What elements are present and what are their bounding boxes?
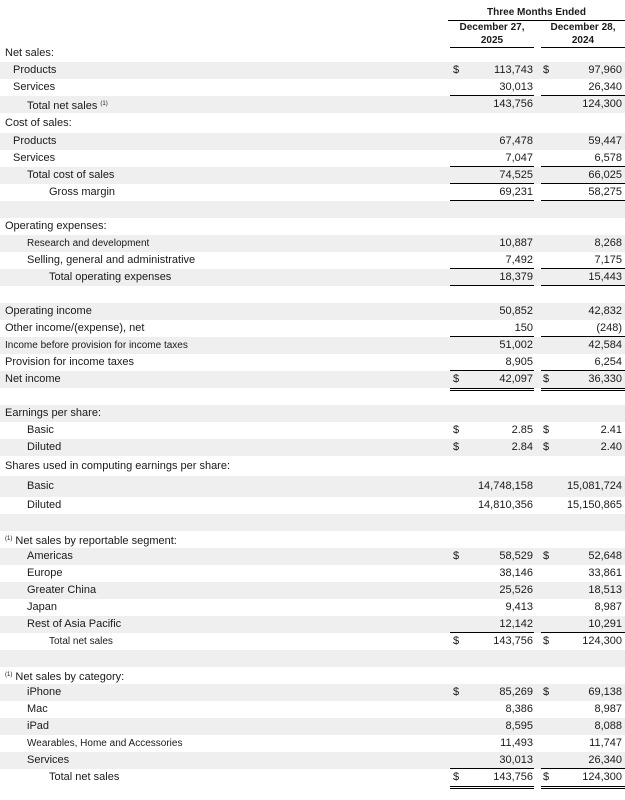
row-label-text: Rest of Asia Pacific [27, 618, 122, 630]
value-2025: 143,756 [493, 98, 533, 110]
row-label-text: Japan [27, 601, 57, 613]
value-2024: 15,081,724 [566, 480, 622, 492]
value-2025: 113,743 [494, 64, 533, 76]
value-2024: 11,747 [589, 737, 622, 749]
row-label-text: Diluted [27, 499, 62, 511]
table-row [0, 320, 625, 337]
row-label-text: Earnings per share: [5, 407, 101, 419]
row-label-text: Net sales by category: [15, 671, 125, 683]
table-row [0, 167, 625, 184]
row-label [27, 735, 182, 752]
table-row [0, 701, 625, 718]
value-2024: 42,832 [588, 305, 622, 317]
row-label [27, 252, 195, 269]
row-label [13, 62, 56, 79]
income-statement-table [0, 45, 625, 786]
row-label-text: Income before provision for income taxes [5, 340, 188, 351]
row-label-text: Europe [27, 567, 63, 579]
row-label-text: Net income [5, 373, 61, 385]
spacer-row [0, 650, 625, 667]
row-label-text: Basic [27, 480, 54, 492]
value-2025: 143,756 [493, 635, 533, 647]
spacer-row [0, 286, 625, 303]
row-label [49, 184, 115, 201]
row-label-text: Total net sales [49, 771, 120, 783]
table-row [0, 235, 625, 252]
dollar-sign: $ [543, 771, 550, 783]
value-2024: 42,584 [588, 339, 622, 351]
row-label-text: Total operating expenses [49, 271, 172, 283]
row-label [5, 337, 188, 354]
table-row [0, 565, 625, 582]
value-2025: 14,810,356 [477, 499, 533, 511]
value-2025: 30,013 [499, 81, 533, 93]
value-2025: 9,413 [505, 601, 533, 613]
value-2025: 14,748,158 [477, 480, 533, 492]
table-row [0, 599, 625, 616]
row-label-text: Other income/(expense), net [5, 322, 145, 334]
row-label-text: Services [13, 152, 56, 164]
table-row [0, 718, 625, 735]
dollar-sign: $ [543, 424, 550, 436]
value-2024: 59,447 [588, 135, 622, 147]
row-label [27, 167, 114, 184]
row-label [27, 599, 57, 616]
row-label-text: Total net sales [27, 100, 98, 112]
dollar-sign: $ [543, 441, 550, 453]
row-label-text: Cost of sales: [5, 117, 72, 129]
value-2024: 15,150,865 [566, 499, 622, 511]
value-2024: 18,513 [588, 584, 622, 596]
table-row [0, 96, 625, 113]
row-label-text: Wearables, Home and Accessories [27, 738, 183, 749]
table-row [0, 337, 625, 354]
row-label [5, 45, 54, 62]
column-header-2024 [541, 21, 625, 48]
table-row [0, 303, 625, 320]
row-label [13, 150, 55, 167]
row-label [27, 565, 62, 582]
table-row [0, 667, 625, 684]
row-label-text: Americas [27, 550, 73, 562]
table-row [0, 497, 625, 514]
value-2025: 18,379 [499, 271, 533, 283]
row-label [27, 548, 73, 565]
value-2024: 2.40 [600, 441, 622, 453]
value-2025: 7,047 [505, 152, 533, 164]
table-row [0, 422, 625, 439]
value-2025: 8,595 [505, 720, 533, 732]
dollar-sign: $ [453, 771, 460, 783]
dollar-sign: $ [543, 64, 550, 76]
dollar-sign: $ [543, 635, 550, 647]
row-label [27, 422, 54, 439]
table-row [0, 633, 625, 650]
table-row [0, 269, 625, 286]
value-2024: 7,175 [594, 254, 622, 266]
value-2024: 124,300 [582, 771, 622, 783]
value-2025: 11,493 [500, 737, 533, 749]
value-2025: 150 [514, 322, 533, 334]
row-label [5, 354, 134, 371]
value-2025: 67,478 [499, 135, 533, 147]
value-2025: 2.85 [511, 424, 533, 436]
row-label [5, 456, 230, 476]
table-row [0, 184, 625, 201]
row-label-text: Products [13, 64, 57, 76]
value-2024: 124,300 [582, 635, 622, 647]
value-2025: 50,852 [499, 305, 533, 317]
row-label [13, 133, 56, 150]
table-row [0, 439, 625, 456]
row-label-text: Selling, general and administrative [27, 254, 196, 266]
value-2024: 6,254 [594, 356, 622, 368]
column-header-line2: 2025 [480, 35, 504, 46]
value-2024: 36,330 [588, 373, 622, 385]
value-2024: 8,987 [594, 703, 622, 715]
row-label [5, 113, 72, 133]
column-header-line2: 2024 [571, 35, 595, 46]
value-2024: 26,340 [588, 754, 622, 766]
value-2024: 124,300 [582, 98, 622, 110]
row-label-text: Diluted [27, 441, 62, 453]
value-2024: (248) [596, 322, 622, 334]
value-2024: 52,648 [588, 550, 622, 562]
double-underline [450, 786, 534, 789]
table-row [0, 735, 625, 752]
dollar-sign: $ [453, 424, 460, 436]
table-row [0, 252, 625, 269]
table-row [0, 684, 625, 701]
table-row [0, 218, 625, 235]
value-2024: 8,987 [594, 601, 622, 613]
dollar-sign: $ [453, 550, 460, 562]
table-row [0, 476, 625, 497]
row-label-text: Basic [27, 424, 54, 436]
value-2025: 143,756 [493, 771, 533, 783]
table-row [0, 354, 625, 371]
value-2024: 33,861 [588, 567, 622, 579]
table-row [0, 62, 625, 79]
row-label [27, 718, 49, 735]
table-row [0, 405, 625, 422]
value-2025: 25,526 [499, 584, 533, 596]
row-label-text: iPad [27, 720, 50, 732]
row-label-text: Operating expenses: [5, 220, 107, 232]
row-label [27, 684, 61, 701]
double-underline [541, 786, 625, 789]
value-2024: 66,025 [588, 169, 622, 181]
value-2025: 8,386 [505, 703, 533, 715]
spacer-row [0, 388, 625, 405]
column-header-2025 [450, 21, 534, 48]
period-header: Three Months Ended [448, 6, 625, 21]
row-label-text: Net sales: [5, 47, 54, 59]
footnote-marker: (1) [5, 672, 13, 678]
value-2025: 30,013 [499, 754, 533, 766]
table-row [0, 769, 625, 786]
row-label [27, 497, 61, 514]
row-label [27, 616, 121, 633]
row-label [5, 405, 101, 422]
value-2024: 10,291 [588, 618, 622, 630]
value-2024: 6,578 [594, 152, 622, 164]
table-row [0, 79, 625, 96]
value-2025: 12,142 [499, 618, 533, 630]
row-label-text: Services [13, 81, 56, 93]
value-2025: 74,525 [499, 169, 533, 181]
dollar-sign: $ [453, 635, 460, 647]
dollar-sign: $ [543, 373, 550, 385]
table-row [0, 371, 625, 388]
row-label [27, 476, 54, 497]
value-2024: 2.41 [600, 424, 622, 436]
row-label [49, 269, 171, 286]
value-2025: 51,002 [499, 339, 533, 351]
table-row [0, 752, 625, 769]
column-header-line1: December 27, [459, 22, 525, 33]
value-2025: 58,529 [499, 550, 533, 562]
row-label-text: Provision for income taxes [5, 356, 134, 368]
value-2025: 7,492 [505, 254, 533, 266]
row-label [27, 439, 61, 456]
value-2024: 8,088 [594, 720, 622, 732]
value-2025: 2.84 [511, 441, 533, 453]
row-label [49, 633, 113, 650]
value-2024: 58,275 [588, 186, 622, 198]
table-row [0, 456, 625, 476]
table-row [0, 582, 625, 599]
value-2024: 97,960 [588, 64, 622, 76]
value-2025: 42,097 [499, 373, 533, 385]
row-label-text: Greater China [27, 584, 97, 596]
row-label [5, 371, 61, 388]
footnote-marker: (1) [5, 536, 13, 542]
table-row [0, 45, 625, 62]
row-label [27, 752, 69, 769]
spacer-row [0, 514, 625, 531]
value-2024: 15,443 [588, 271, 622, 283]
table-row [0, 113, 625, 133]
spacer-row [0, 201, 625, 218]
value-2024: 69,138 [588, 686, 622, 698]
dollar-sign: $ [543, 550, 550, 562]
dollar-sign: $ [453, 64, 460, 76]
row-label-text: Shares used in computing earnings per share: [5, 460, 231, 472]
row-label [5, 218, 107, 235]
row-label [27, 235, 149, 252]
row-label [5, 303, 92, 320]
dollar-sign: $ [453, 441, 460, 453]
value-2025: 85,269 [499, 686, 533, 698]
dollar-sign: $ [453, 373, 460, 385]
row-label-text: Operating income [5, 305, 92, 317]
table-row [0, 150, 625, 167]
value-2024: 8,268 [594, 237, 622, 249]
table-row [0, 133, 625, 150]
table-row [0, 548, 625, 565]
dollar-sign: $ [453, 686, 460, 698]
table-row [0, 531, 625, 548]
row-label-text: Total cost of sales [27, 169, 115, 181]
row-label-text: Gross margin [49, 186, 116, 198]
column-header-line1: December 28, [550, 22, 616, 33]
value-2025: 38,146 [499, 567, 533, 579]
row-label [5, 320, 144, 337]
row-label-text: Net sales by reportable segment: [15, 535, 177, 547]
dollar-sign: $ [543, 686, 550, 698]
value-2025: 69,231 [499, 186, 533, 198]
row-label [13, 79, 55, 96]
row-label [27, 701, 48, 718]
row-label [49, 769, 119, 786]
row-label-text: Services [27, 754, 70, 766]
value-2025: 10,887 [499, 237, 533, 249]
row-label-text: Mac [27, 703, 48, 715]
row-label-text: Research and development [27, 238, 150, 249]
table-row [0, 616, 625, 633]
footnote-marker: (1) [100, 101, 108, 107]
row-label-text: Products [13, 135, 57, 147]
row-label [27, 582, 96, 599]
value-2025: 8,905 [505, 356, 533, 368]
row-label-text: iPhone [27, 686, 62, 698]
row-label-text: Total net sales [49, 636, 113, 647]
value-2024: 26,340 [588, 81, 622, 93]
